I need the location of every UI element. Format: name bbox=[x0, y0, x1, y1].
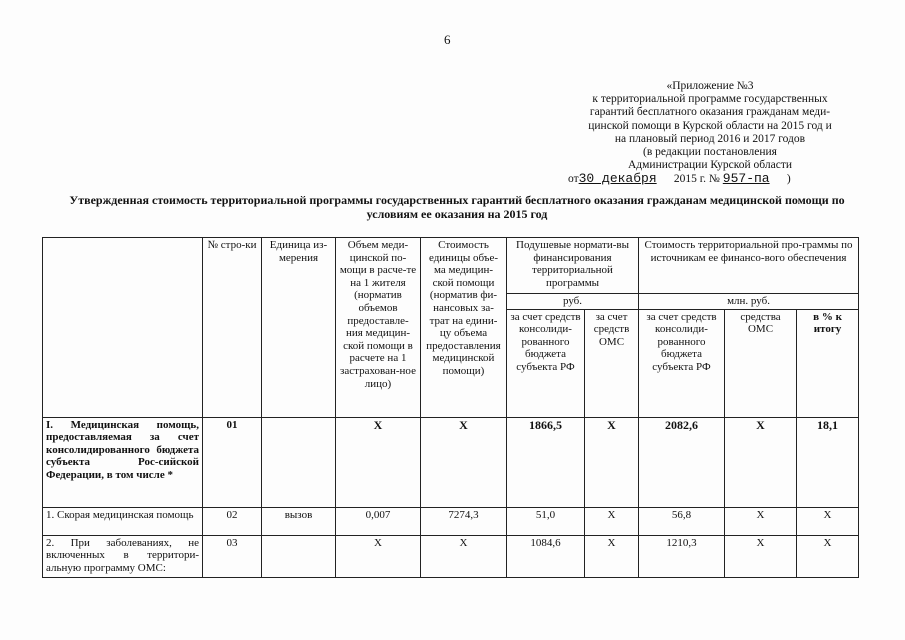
row-oms2: X bbox=[725, 535, 797, 577]
row-budget2: 1210,3 bbox=[639, 535, 725, 577]
header-oms: за счет средств ОМС bbox=[585, 309, 639, 417]
row-unit: вызов bbox=[262, 507, 336, 535]
row-no: 03 bbox=[203, 535, 262, 577]
resolution-date: 30 декабря bbox=[578, 171, 657, 187]
row-cost: 7274,3 bbox=[421, 507, 507, 535]
appendix-line: (в редакции постановления bbox=[643, 146, 777, 159]
appendix-line: «Приложение №3 bbox=[666, 80, 754, 92]
row-oms: X bbox=[585, 507, 639, 535]
row-oms2: X bbox=[725, 417, 797, 507]
appendix-line: цинской помощи в Курской области на 2015 год и bbox=[588, 119, 832, 132]
appendix-line: к территориальной программе государственных bbox=[592, 93, 828, 106]
row-budget: 1084,6 bbox=[507, 535, 585, 577]
from-prefix: от bbox=[568, 173, 579, 186]
header-unit-mln: млн. руб. bbox=[639, 294, 859, 310]
header-per-capita: Подушевые нормати-вы финансирования территориальной программы bbox=[507, 238, 639, 294]
resolution-year: 2015 г. № bbox=[673, 173, 720, 186]
row-oms2: X bbox=[725, 507, 797, 535]
resolution-number: 957-па bbox=[722, 171, 770, 187]
appendix-block bbox=[560, 80, 860, 187]
cost-table bbox=[42, 237, 859, 578]
header-budget: за счет средств консолиди-рованного бюджета субъекта РФ bbox=[507, 309, 585, 417]
row-volume: X bbox=[336, 535, 421, 577]
row-name: 2. При заболеваниях, не включенных в территори-альную программу ОМС: bbox=[43, 535, 203, 577]
row-budget2: 2082,6 bbox=[639, 417, 725, 507]
row-budget: 51,0 bbox=[507, 507, 585, 535]
row-name: 1. Скорая медицинская помощь bbox=[43, 507, 203, 535]
document-title: Утвержденная стоимость территориальной программы государственных гарантий бесплатного оказания гражданам медицинской помощи по условиям ее оказания на 2015 год bbox=[69, 193, 845, 221]
header-unit: Единица из-мерения bbox=[262, 238, 336, 418]
header-cost: Стоимость единицы объе-ма медицин-ской помощи (норматив фи-нансовых за-трат на едини-цу объема предоставления медицинской помощи) bbox=[421, 238, 507, 418]
row-budget2: 56,8 bbox=[639, 507, 725, 535]
row-unit bbox=[262, 417, 336, 507]
row-cost: X bbox=[421, 535, 507, 577]
appendix-line: гарантий бесплатного оказания гражданам меди- bbox=[589, 106, 831, 119]
header-name-cell bbox=[43, 238, 203, 418]
row-percent: 18,1 bbox=[797, 417, 859, 507]
header-unit-rub: руб. bbox=[507, 294, 639, 310]
row-volume: X bbox=[336, 417, 421, 507]
table-row bbox=[43, 507, 859, 535]
table-row bbox=[43, 417, 859, 507]
header-budget2: за счет средств консолиди-рованного бюджета субъекта РФ bbox=[639, 309, 725, 417]
row-cost: X bbox=[421, 417, 507, 507]
row-oms: X bbox=[585, 417, 639, 507]
header-percent: в % к итогу bbox=[797, 309, 859, 417]
table-row bbox=[43, 535, 859, 577]
header-oms2: средства ОМС bbox=[725, 309, 797, 417]
page-number: 6 bbox=[444, 32, 451, 47]
header-total-cost: Стоимость территориальной про-граммы по источникам ее финансо-вого обеспечения bbox=[639, 238, 859, 294]
row-oms: X bbox=[585, 535, 639, 577]
header-volume: Объем меди-цинской по-мощи в расче-те на 1 жителя (норматив объемов предоставле-ния медицин-ской помощи в расчете на 1 застрахован-ное лицо) bbox=[336, 238, 421, 418]
row-unit bbox=[262, 535, 336, 577]
row-volume: 0,007 bbox=[336, 507, 421, 535]
header-row-no: № стро-ки bbox=[203, 238, 262, 418]
row-budget: 1866,5 bbox=[507, 417, 585, 507]
row-no: 02 bbox=[203, 507, 262, 535]
appendix-line: на плановый период 2016 и 2017 годов bbox=[614, 132, 806, 145]
row-percent: X bbox=[797, 507, 859, 535]
close-paren: ) bbox=[786, 173, 791, 186]
appendix-line: Администрации Курской области bbox=[628, 159, 792, 172]
row-percent: X bbox=[797, 535, 859, 577]
row-name: I. Медицинская помощь, предоставляемая за счет консолидированного бюджета субъекта Рос-сийской Федерации, в том числе * bbox=[43, 417, 203, 507]
resolution-ref bbox=[560, 172, 860, 186]
row-no: 01 bbox=[203, 417, 262, 507]
